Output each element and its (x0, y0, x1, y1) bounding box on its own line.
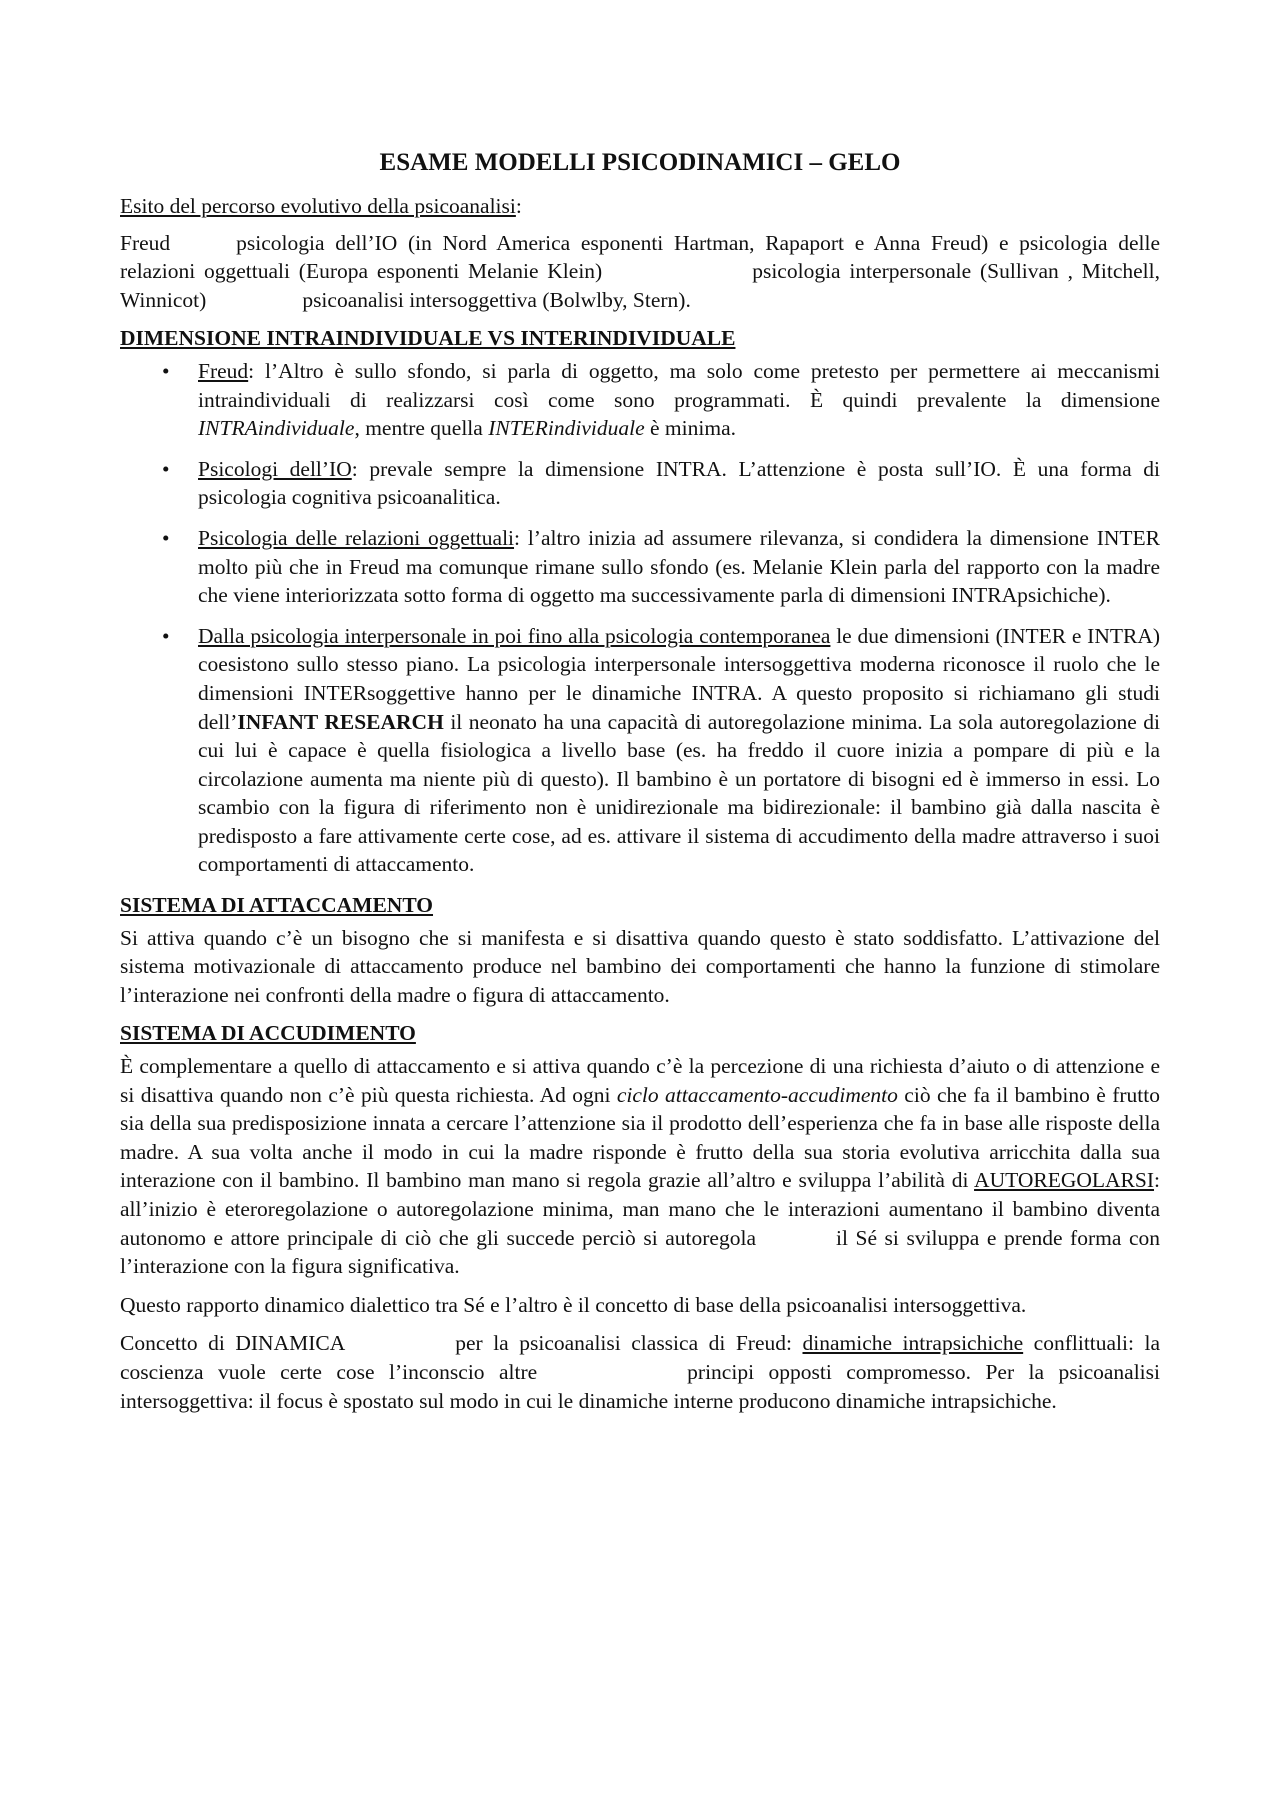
list-item (120, 455, 1160, 512)
intra-inter-list (120, 357, 1160, 879)
section-attaccamento-heading: SISTEMA DI ATTACCAMENTO (120, 893, 434, 918)
paragraph-text: È complementare a quello di attaccamento e si attiva quando c’è la percezione di una richiesta d’aiuto o di attenzione e si disattiva quando non c’è più questa richiesta. Ad ogni (120, 1054, 1160, 1107)
item-lead: Dalla psicologia interpersonale in poi fino alla psicologia contemporanea (198, 623, 831, 648)
intro-interpersonal: psicologia interpersonale (Sullivan , Mitchell, Winnicot) (120, 259, 1161, 312)
intro-rest: psicologia dell’IO (in Nord America esponenti Hartman, Rapaport e Anna Freud) e psicologia delle relazioni oggettuali (Europa esponenti Melanie Klein) (120, 230, 1160, 284)
list-item (120, 524, 1160, 610)
item-text: : l’Altro è sullo sfondo, si parla di oggetto, ma solo come pretesto per permettere ai meccanismi intraindividuali di realizzarsi così come sono programmati. È quindi prevalente la dimensione (198, 358, 1160, 412)
item-bold: INFANT RESEARCH (237, 709, 444, 734)
paragraph-underlined: AUTOREGOLARSI (974, 1168, 1155, 1193)
item-lead: Freud (198, 358, 249, 383)
item-text: : prevale sempre la dimensione INTRA. L’attenzione è posta sull’IO. È una forma di psicologia cognitiva psicoanalitica. (198, 456, 1160, 510)
paragraph-text: Concetto di DINAMICA (120, 1331, 346, 1356)
accudimento-paragraph (120, 1052, 1160, 1281)
paragraph-text: principi opposti compromesso. Per la psicoanalisi intersoggettiva: il focus è spostato sul modo in cui le dinamiche interne producono dinamiche intrapsichiche. (120, 1359, 1160, 1413)
intro-paragraph (120, 229, 1160, 315)
document-title: ESAME MODELLI PSICODINAMICI – GELO (379, 149, 901, 176)
section-intra-inter-heading: DIMENSIONE INTRAINDIVIDUALE VS INTERINDIVIDUALE (120, 326, 736, 351)
list-item (120, 622, 1160, 879)
paragraph-text: conflittuali: la coscienza vuole certe cose l’inconscio altre (120, 1331, 1161, 1384)
section-accudimento-heading: SISTEMA DI ACCUDIMENTO (120, 1021, 416, 1046)
list-item (120, 357, 1160, 443)
dinamica-paragraph (120, 1329, 1160, 1415)
paragraph-text: ciò che fa il bambino è frutto sia della sua predisposizione innata a cercare l’attenzione sia il prodotto dell’esperienza che fa in base alle risposte della madre. A sua volta anche il modo in cui la madre risponde è frutto della sua storia evolutiva arricchita dalla sua interazione con il bambino. Il bambino man mano si regola grazie all’altro e sviluppa l’abilità di (120, 1082, 1160, 1193)
document-page (120, 148, 1160, 1425)
item-text: : l’altro inizia ad assumere rilevanza, si condidera la dimensione INTER molto più che in Freud ma comunque rimane sullo sfondo (es. Melanie Klein parla del rapporto con la madre che viene interiorizzata sotto forma di oggetto ma successivamente parla di dimensioni INTRApsichiche). (198, 525, 1160, 608)
intro-freud: Freud (120, 230, 171, 255)
paragraph-italic: ciclo attaccamento-accudimento (616, 1082, 898, 1107)
intro-heading (120, 192, 1160, 221)
item-text: è minima. (644, 416, 736, 441)
paragraph-text: il Sé si sviluppa e prende forma con l’interazione con la figura significativa. (120, 1225, 1160, 1279)
item-text: il neonato ha una capacità di autoregolazione minima. La sola autoregolazione di cui lui è capace è quella fisiologica a livello base (es. ha freddo il cuore inizia a pompare di più e la circolazione aumenta ma niente più di questo). Il bambino è un portatore di bisogni ed è immerso in essi. Lo scambio con la figura di riferimento non è unidirezionale ma bidirezionale: il bambino già dalla nascita è predisposto a fare attivamente certe cose, ad es. attivare il sistema di accudimento della madre attraverso i suoi comportamenti di attaccamento. (198, 709, 1160, 877)
item-italic-inter: INTERindividuale (488, 416, 645, 441)
intro-heading-colon: : (515, 194, 522, 218)
item-text: le due dimensioni (INTER e INTRA) coesistono sullo stesso piano. La psicologia interpersonale intersoggettiva moderna riconosce il ruolo che le dimensioni INTERsoggettive hanno per le dinamiche INTRA. A questo proposito si richiamano gli studi dell’ (198, 623, 1161, 734)
intro-intersubjective: psicoanalisi intersoggettiva (Bolwlby, Stern). (302, 287, 691, 312)
item-lead: Psicologia delle relazioni oggettuali (198, 525, 515, 550)
item-italic-intra: INTRAindividuale (198, 416, 355, 441)
item-text: , mentre quella (354, 416, 489, 441)
intro-heading-text: Esito del percorso evolutivo della psicoanalisi (120, 194, 516, 218)
item-lead: Psicologi dell’IO (198, 456, 352, 481)
paragraph-text: : all’inizio è eteroregolazione o autoregolazione minima, man mano che le interazioni aumentano il bambino diventa autonomo e attore principale di ciò che gli succede perciò si autoregola (120, 1168, 1160, 1250)
concept-paragraph: Questo rapporto dinamico dialettico tra Sé e l’altro è il concetto di base della psicoanalisi intersoggettiva. (120, 1292, 1027, 1317)
attaccamento-paragraph: Si attiva quando c’è un bisogno che si manifesta e si disattiva quando questo è stato soddisfatto. L’attivazione del sistema motivazionale di attaccamento produce nel bambino dei comportamenti che hanno la funzione di stimolare l’interazione nei confronti della madre o figura di attaccamento. (120, 925, 1160, 1007)
paragraph-underlined: dinamiche intrapsichiche (802, 1331, 1024, 1356)
paragraph-text: per la psicoanalisi classica di Freud: (455, 1331, 803, 1356)
